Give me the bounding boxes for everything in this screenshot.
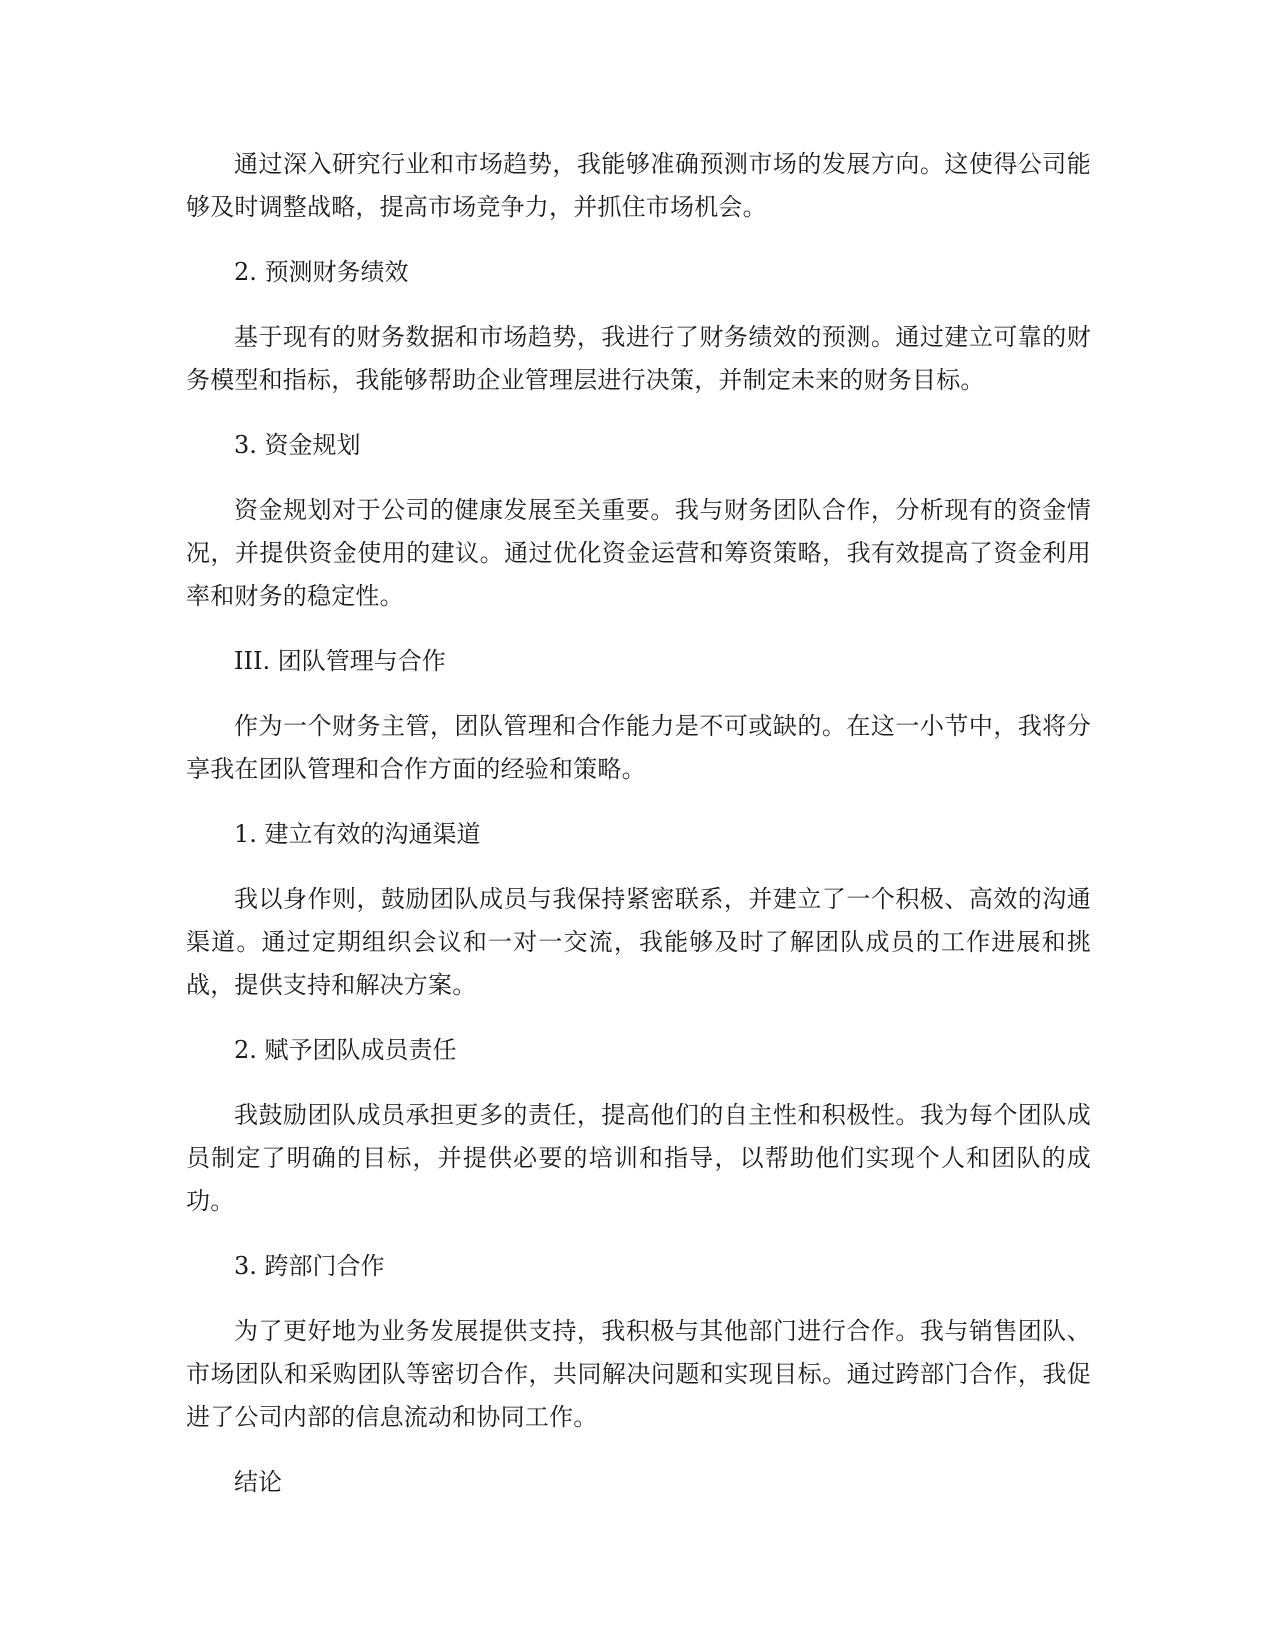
para-cross-department: 为了更好地为业务发展提供支持，我积极与其他部门进行合作。我与销售团队、市场团队和采购团队等密切合作，共同解决问题和实现目标。通过跨部门合作，我促进了公司内部的信息流动和协同工作。 <box>186 1317 1091 1431</box>
heading-responsibility: 2. 赋予团队成员责任 <box>234 1036 457 1064</box>
para-financial-forecast: 基于现有的财务数据和市场趋势，我进行了财务绩效的预测。通过建立可靠的财务模型和指标，我能够帮助企业管理层进行决策，并制定未来的财务目标。 <box>186 323 1091 394</box>
heading-team-management: III. 团队管理与合作 <box>234 647 446 675</box>
heading-communication: 1. 建立有效的沟通渠道 <box>234 820 481 848</box>
para-communication: 我以身作则，鼓励团队成员与我保持紧密联系，并建立了一个积极、高效的沟通渠道。通过定期组织会议和一对一交流，我能够及时了解团队成员的工作进展和挑战，提供支持和解决方案。 <box>186 885 1091 999</box>
document-body <box>186 143 1091 1526</box>
heading-conclusion: 结论 <box>234 1468 282 1496</box>
heading-fund-planning: 3. 资金规划 <box>234 431 361 459</box>
para-market-trend: 通过深入研究行业和市场趋势，我能够准确预测市场的发展方向。这使得公司能够及时调整战略，提高市场竞争力，并抓住市场机会。 <box>186 150 1091 221</box>
heading-financial-forecast: 2. 预测财务绩效 <box>234 258 409 286</box>
para-fund-planning: 资金规划对于公司的健康发展至关重要。我与财务团队合作，分析现有的资金情况，并提供资金使用的建议。通过优化资金运营和筹资策略，我有效提高了资金利用率和财务的稳定性。 <box>186 496 1091 610</box>
para-team-management: 作为一个财务主管，团队管理和合作能力是不可或缺的。在这一小节中，我将分享我在团队管理和合作方面的经验和策略。 <box>186 712 1091 783</box>
heading-cross-department: 3. 跨部门合作 <box>234 1252 385 1280</box>
para-responsibility: 我鼓励团队成员承担更多的责任，提高他们的自主性和积极性。我为每个团队成员制定了明确的目标，并提供必要的培训和指导，以帮助他们实现个人和团队的成功。 <box>186 1101 1091 1215</box>
